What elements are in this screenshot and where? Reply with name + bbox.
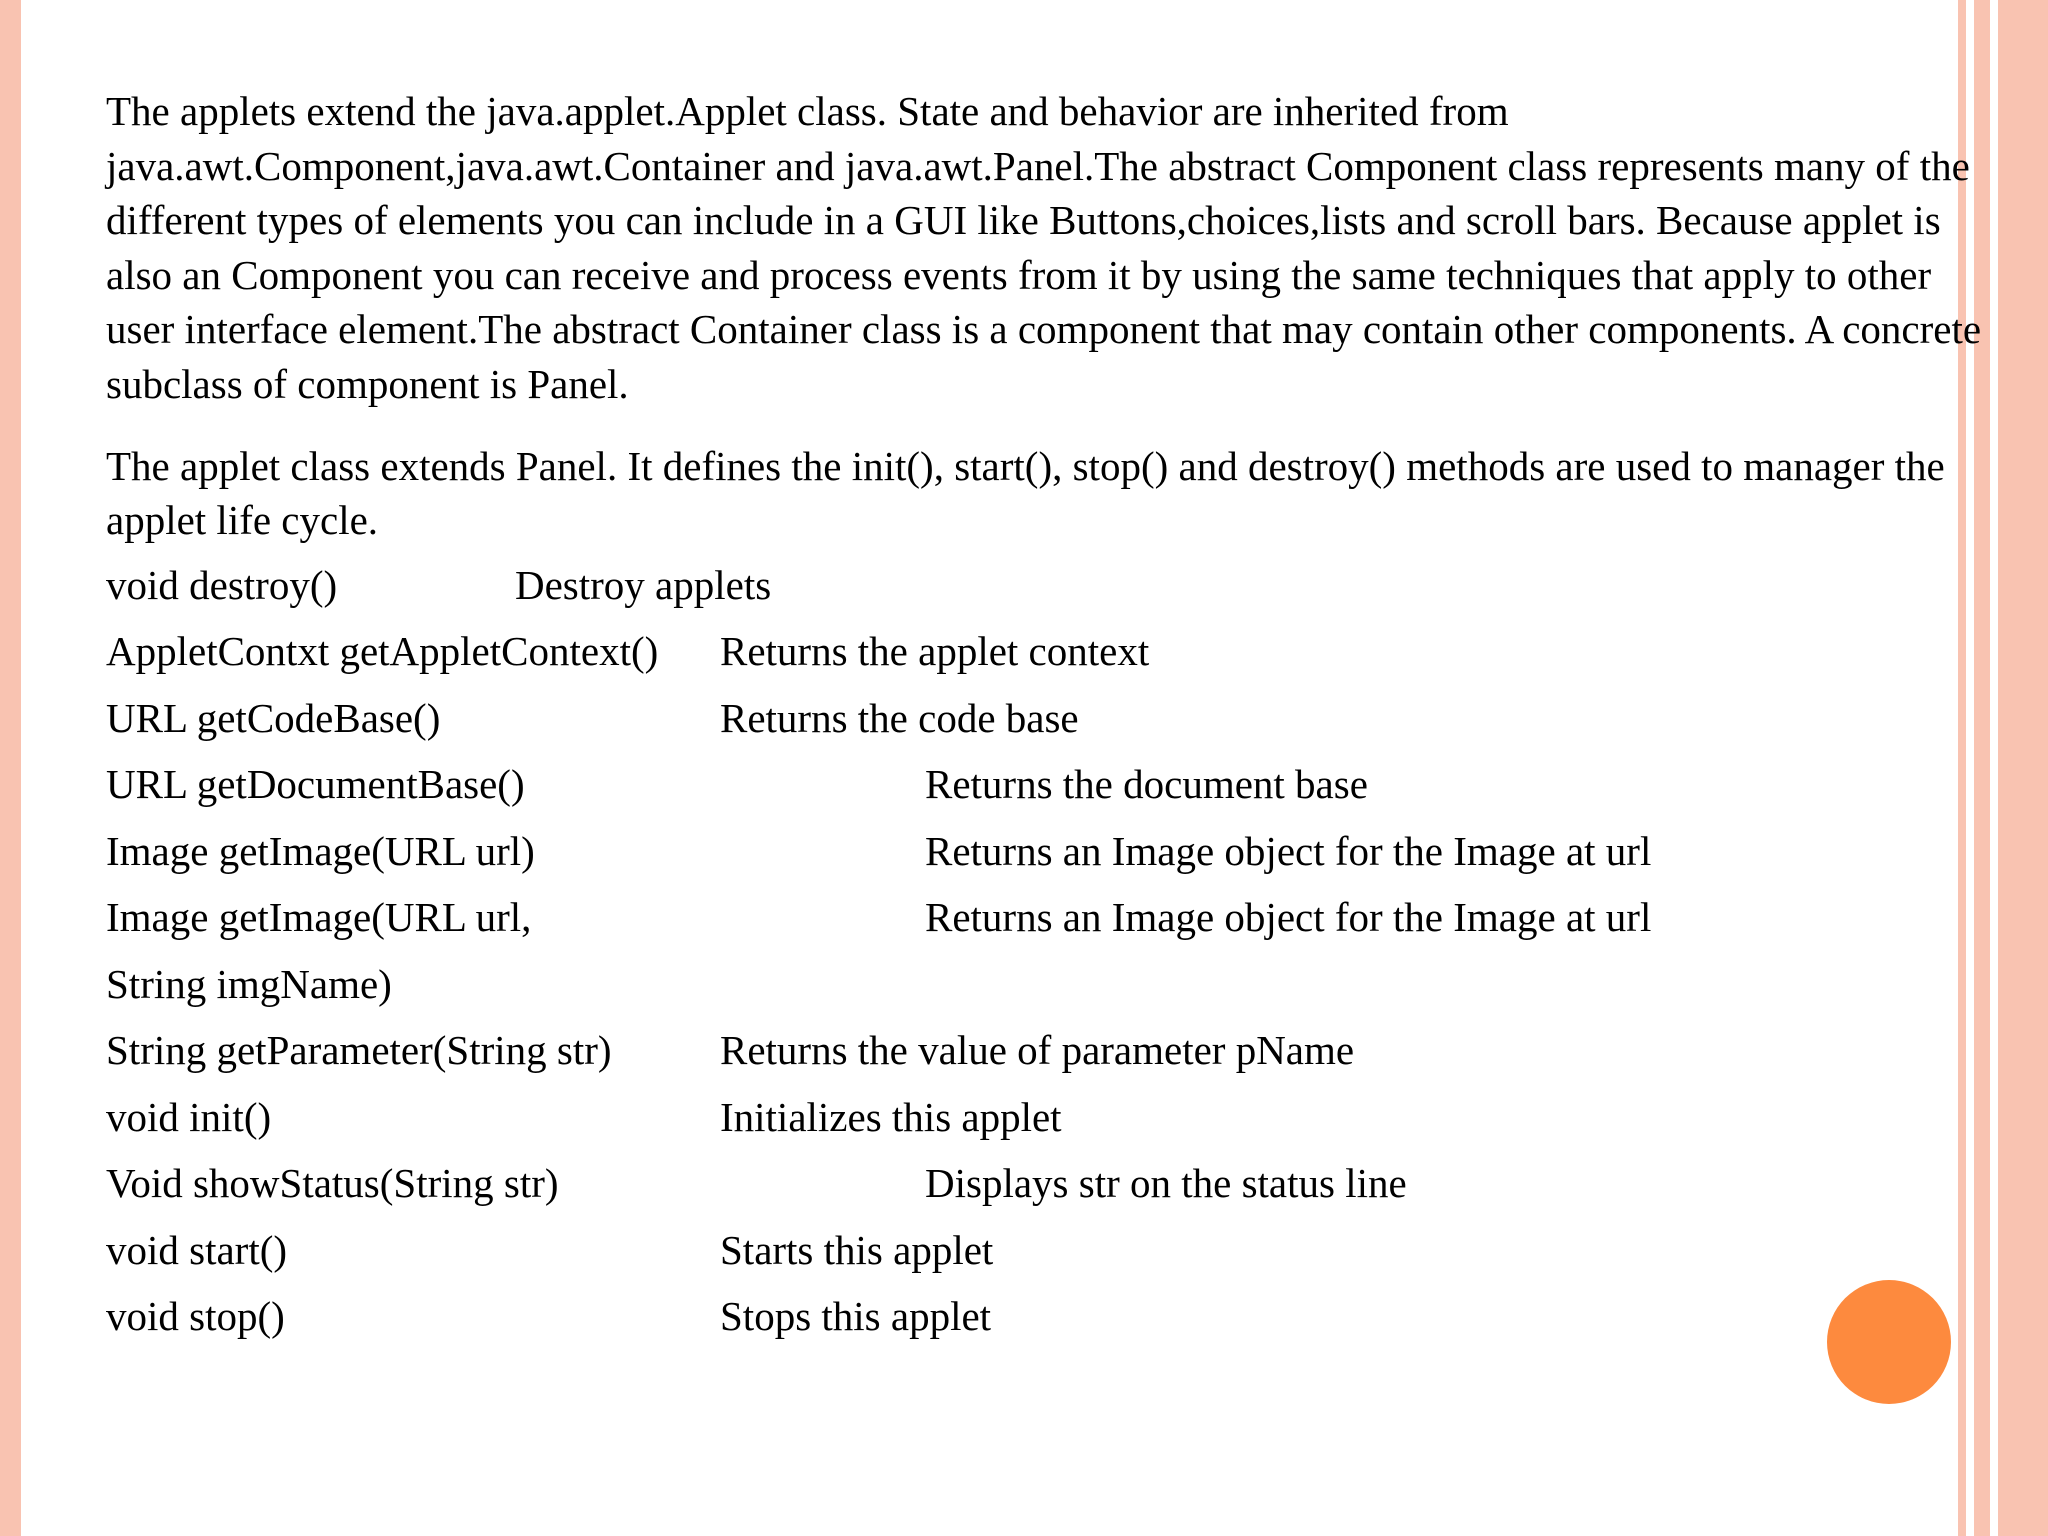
left-border-stripe [0, 0, 21, 1536]
intro-paragraph: The applets extend the java.applet.Applet class. State and behavior are inherited from java.awt.Component,java.awt.Container and java.awt.Panel.The abstract Component class represents many of the different types of elements you can include in a GUI like Buttons,choices,lists and scroll bars. Because applet is also an Component you can receive and process events from it by using the same techniques that apply to other user interface element.The abstract Container class is a component that may contain other components. A concrete subclass of component is Panel. [106, 88, 1982, 407]
method-row [106, 624, 1996, 691]
method-row [106, 1289, 1996, 1356]
method-table [106, 558, 1996, 1356]
method-description: Returns the applet context [720, 628, 1150, 675]
method-row [106, 824, 1996, 891]
method-description: Displays str on the status line [925, 1160, 1407, 1207]
method-description: Returns the document base [925, 761, 1368, 808]
right-border-stripe-wide [1998, 0, 2048, 1536]
method-signature: Void showStatus(String str) [106, 1160, 559, 1207]
method-row [106, 1223, 1996, 1290]
method-signature: void stop() [106, 1293, 285, 1340]
method-signature: void init() [106, 1093, 272, 1140]
method-description: Destroy applets [515, 561, 772, 608]
slide-content [106, 84, 1996, 1356]
method-signature: void destroy() [106, 561, 338, 608]
lifecycle-paragraph: The applet class extends Panel. It defines the init(), start(), stop() and destroy() methods are used to manager the applet life cycle. [106, 442, 1945, 544]
method-description: Starts this applet [720, 1226, 994, 1273]
method-row [106, 890, 1996, 957]
method-signature: URL getDocumentBase() [106, 761, 525, 808]
method-signature: String imgName) [106, 960, 392, 1007]
method-row [106, 691, 1996, 758]
method-description: Initializes this applet [720, 1093, 1062, 1140]
method-row [106, 757, 1996, 824]
method-signature: String getParameter(String str) [106, 1027, 612, 1074]
method-row [106, 957, 1996, 1024]
method-signature: Image getImage(URL url, [106, 894, 532, 941]
method-description: Returns the value of parameter pName [720, 1027, 1355, 1074]
method-description: Stops this applet [720, 1293, 992, 1340]
method-row [106, 1156, 1996, 1223]
method-signature: AppletContxt getAppletContext() [106, 628, 659, 675]
orange-circle-decoration [1827, 1280, 1951, 1404]
method-description: Returns an Image object for the Image at url [925, 827, 1652, 874]
method-row [106, 558, 1996, 625]
method-description: Returns the code base [720, 694, 1079, 741]
method-row [106, 1023, 1996, 1090]
method-signature: Image getImage(URL url) [106, 827, 535, 874]
method-signature: void start() [106, 1226, 288, 1273]
method-row [106, 1090, 1996, 1157]
method-signature: URL getCodeBase() [106, 694, 441, 741]
method-description: Returns an Image object for the Image at url [925, 894, 1652, 941]
